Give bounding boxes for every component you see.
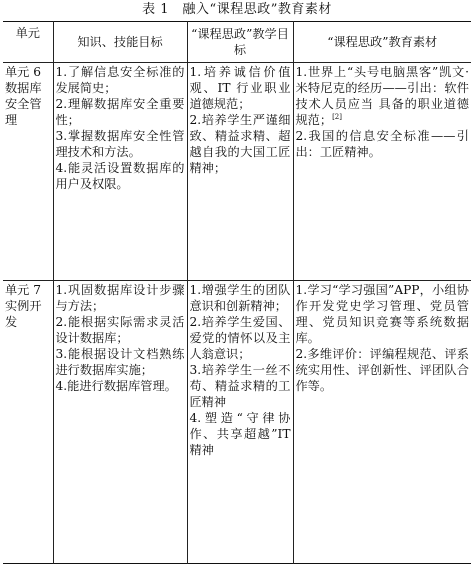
material-text: 2.我国的信息安全标准——引出：工匠精神。 <box>295 129 469 159</box>
table-row <box>3 281 471 564</box>
goal-item: 3.培养学生一丝不苟、精益求精的工匠精神 <box>189 363 291 409</box>
material-text: 1.世界上“头号电脑黑客”凯文·米特尼克的经历——引出：软件技术人员应当 具备的职业道德规范； <box>295 65 469 127</box>
header-skills: 知识、技能目标 <box>53 22 187 63</box>
skill-item: 4.能灵活设置数据库的用户及权限。 <box>55 161 185 191</box>
unit-cell: 单元 7 实例开发 <box>3 281 53 564</box>
material-item <box>296 64 470 128</box>
goal-item: 4.塑造“守律协作、共享超越”IT 精神 <box>189 411 291 457</box>
skill-item: 2.理解数据库安全重要性； <box>55 97 185 127</box>
material-text: 2.多维评价：评编程规范、评系统实用性、评创新性、评团队合作等。 <box>295 347 469 393</box>
goal-item: 2.培养学生严谨细致、精益求精、超越自我的大国工匠精神； <box>189 113 291 175</box>
materials-cell <box>293 63 471 281</box>
skill-item: 1.了解信息安全标准的发展简史； <box>55 65 185 95</box>
header-unit: 单元 <box>3 22 53 63</box>
table-caption: 表 1 融入“课程思政”教育素材 <box>142 2 332 17</box>
goal-item: 1.培养诚信价值观、IT 行业职业道德规范； <box>189 65 291 111</box>
skill-item: 3.能根据设计文档熟练进行数据库实施； <box>55 347 185 377</box>
material-text: 1.学习“学习强国”APP，小组协作开发党史学习管理、党员管理、党员知识竞赛等系统数据库。 <box>295 283 469 345</box>
goal-item: 1.增强学生的团队意识和创新精神； <box>189 283 291 313</box>
header-goals: “课程思政”教学目标 <box>187 22 293 63</box>
material-item <box>296 346 470 394</box>
skills-cell <box>53 63 187 281</box>
goals-cell <box>187 281 293 564</box>
goal-item: 2.培养学生爱国、爱党的情怀以及主人翁意识； <box>189 315 291 361</box>
table-row <box>3 63 471 281</box>
table-header-row <box>3 22 471 63</box>
material-item <box>296 128 470 160</box>
unit-cell: 单元 6 数据库安全管理 <box>3 63 53 281</box>
skill-item: 2.能根据实际需求灵活设计数据库； <box>55 315 185 345</box>
course-ideology-table <box>3 21 471 564</box>
document-page <box>0 2 474 552</box>
citation-marker: [2] <box>332 112 342 121</box>
skill-item: 3.掌握数据库安全性管理技术和方法。 <box>55 129 185 159</box>
skill-item: 4.能进行数据库管理。 <box>55 379 177 393</box>
materials-cell <box>293 281 471 564</box>
material-item <box>296 282 470 346</box>
skills-cell <box>53 281 187 564</box>
skill-item: 1.巩固数据库设计步骤与方法； <box>55 283 185 313</box>
header-materials: “课程思政”教育素材 <box>293 22 471 63</box>
goals-cell <box>187 63 293 281</box>
